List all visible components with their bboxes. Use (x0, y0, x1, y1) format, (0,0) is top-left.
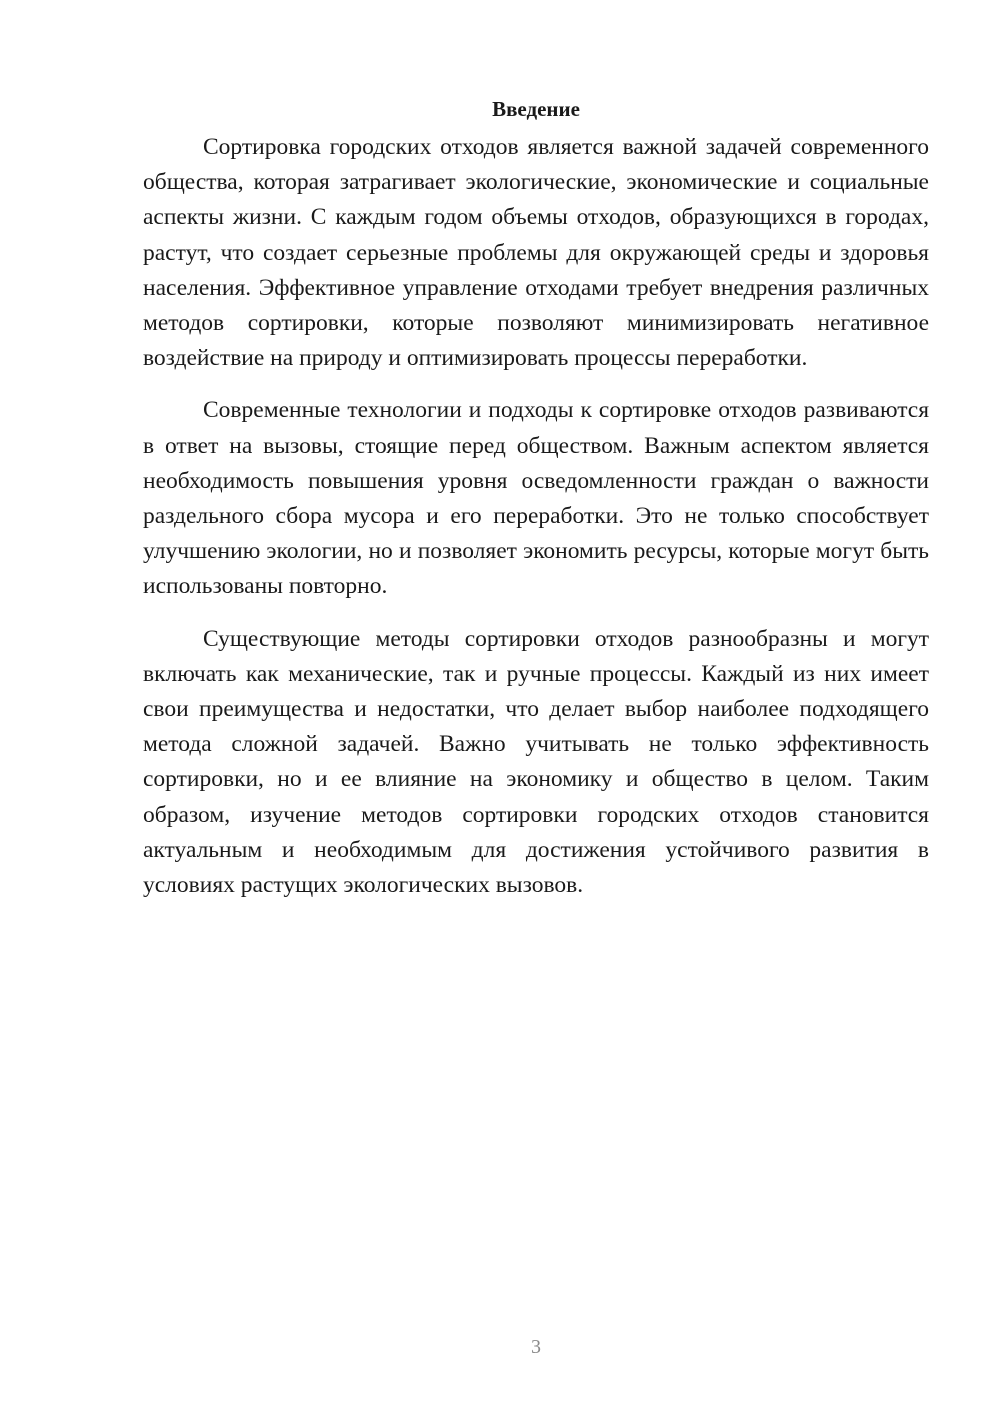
paragraph-3: Существующие методы сортировки отходов разнообразны и могут включать как механические, так и ручные процессы. Каждый из них имеет свои преимущества и недостатки, что делает выбор наиболее подходящего метода сложной задачей. Важно учитывать не только эффективность сортировки, но и ее влияние на экономику и общество в целом. Таким образом, изучение методов сортировки городских отходов становится актуальным и необходимым для достижения устойчивого развития в условиях растущих экологических вызовов. (143, 625, 929, 899)
paragraph-1: Сортировка городских отходов является важной задачей современного общества, которая затрагивает экологические, экономические и социальные аспекты жизни. С каждым годом объемы отходов, образующихся в городах, растут, что создает серьезные проблемы для окружающей среды и здоровья населения. Эффективное управление отходами требует внедрения различных методов сортировки, которые позволяют минимизировать негативное воздействие на природу и оптимизировать процессы переработки. (143, 134, 929, 372)
section-heading: Введение (492, 97, 580, 121)
page-content (143, 92, 929, 920)
page-number: 3 (531, 1336, 541, 1358)
paragraph-2: Современные технологии и подходы к сортировке отходов развиваются в ответ на вызовы, стоящие перед обществом. Важным аспектом является необходимость повышения уровня осведомленности граждан о важности раздельного сбора мусора и его переработки. Это не только способствует улучшению экологии, но и позволяет экономить ресурсы, которые могут быть использованы повторно. (143, 397, 929, 600)
